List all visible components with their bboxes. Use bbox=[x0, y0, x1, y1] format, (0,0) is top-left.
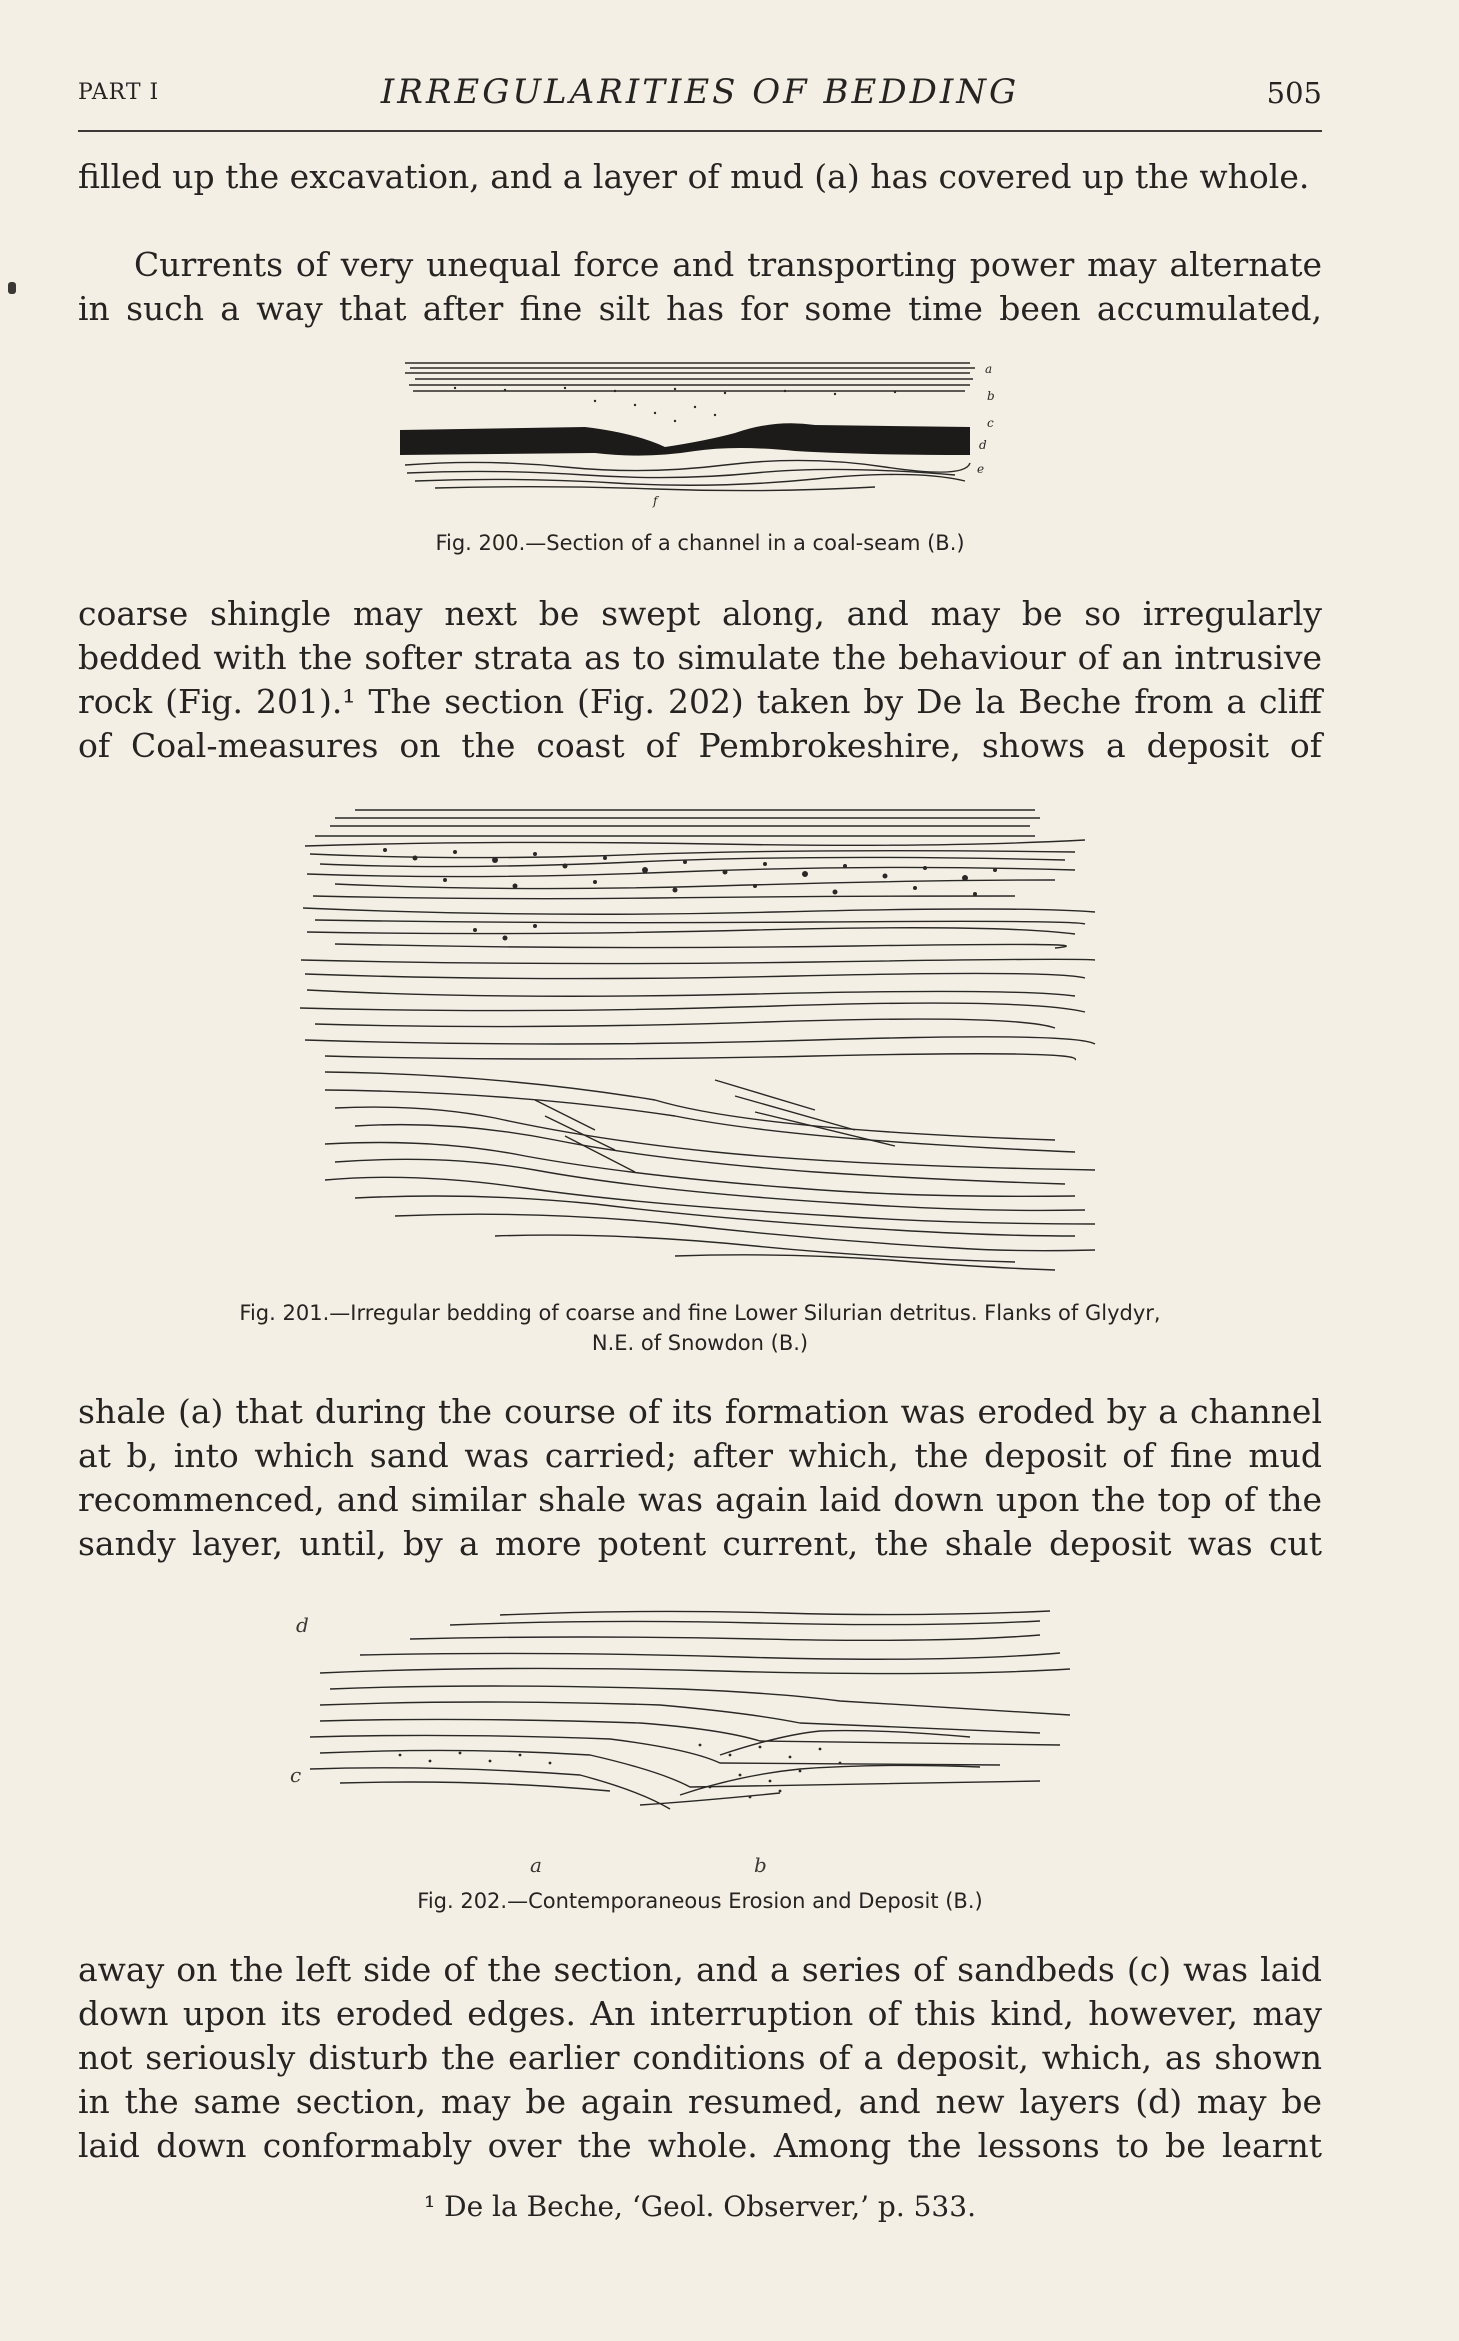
footnote: ¹ De la Beche, ‘Geol. Observer,’ p. 533. bbox=[424, 2190, 976, 2223]
paragraph-3: coarse shingle may next be swept along, and may be so irregularly bedded with the softer strata as to simulate the behaviour of an intrusive rock (Fig. 201).¹ The section (Fig. 202) taken by De la Beche from a cliff of Coal-measures on the coast of Pembrokeshire, shows a deposit of bbox=[78, 594, 1322, 765]
fig200-label-f: f bbox=[653, 494, 658, 508]
fig202-label-c: c bbox=[290, 1763, 302, 1787]
fig200-label-a: a bbox=[985, 362, 993, 376]
paragraph-5: away on the left side of the section, and a series of sandbeds (c) was laid down upon its eroded edges. An interruption of this kind, however, may not seriously disturb the earlier conditions of a deposit, which, as shown in the same section, may be again resumed, and new layers (d) may be laid down conformably over the whole. Among the lessons to be learnt bbox=[78, 1950, 1322, 2165]
figure-201-caption bbox=[78, 1298, 1322, 1358]
page-number: 505 bbox=[1266, 76, 1322, 110]
figure-201-caption-line-2: N.E. of Snowdon (B.) bbox=[591, 1331, 809, 1355]
fig200-label-d: d bbox=[979, 438, 987, 452]
figure-200-drawing bbox=[395, 355, 1035, 515]
running-head bbox=[78, 72, 1322, 116]
paragraph-4: shale (a) that during the course of its formation was eroded by a channel at b, into which sand was carried; after which, the deposit of fine mud recommenced, and similar shale was again laid down upon the top of the sandy layer, until, by a more potent current, the shale deposit was cut bbox=[78, 1392, 1322, 1563]
margin-mark bbox=[8, 282, 16, 294]
figure-201-caption-line-1: Fig. 201.—Irregular bedding of coarse and fine Lower Silurian detritus. Flanks of Glydyr, bbox=[239, 1301, 1161, 1325]
part-label: PART I bbox=[78, 80, 160, 105]
fig202-label-b: b bbox=[754, 1853, 767, 1877]
paragraph-2: Currents of very unequal force and transporting power may alternate in such a way that after fine silt has for some time been accumulated, bbox=[78, 245, 1322, 328]
figure-202-caption: Fig. 202.—Contemporaneous Erosion and Deposit (B.) bbox=[417, 1889, 983, 1913]
header-rule bbox=[78, 130, 1322, 132]
figure-201-drawing bbox=[295, 800, 1100, 1280]
fig200-label-e: e bbox=[977, 462, 985, 476]
fig200-label-b: b bbox=[987, 389, 995, 403]
fig202-label-d: d bbox=[296, 1613, 309, 1637]
figure-201 bbox=[295, 800, 1100, 1280]
figure-202-drawing bbox=[280, 1605, 1080, 1870]
fig202-label-a: a bbox=[530, 1853, 542, 1877]
fig200-label-c: c bbox=[987, 416, 994, 430]
figure-202 bbox=[280, 1605, 1080, 1877]
figure-200 bbox=[395, 355, 1035, 515]
page-title: IRREGULARITIES OF BEDDING bbox=[380, 72, 1020, 112]
paragraph-1: filled up the excavation, and a layer of mud (a) has covered up the whole. bbox=[78, 157, 1310, 196]
figure-200-caption: Fig. 200.—Section of a channel in a coal-seam (B.) bbox=[435, 531, 965, 555]
